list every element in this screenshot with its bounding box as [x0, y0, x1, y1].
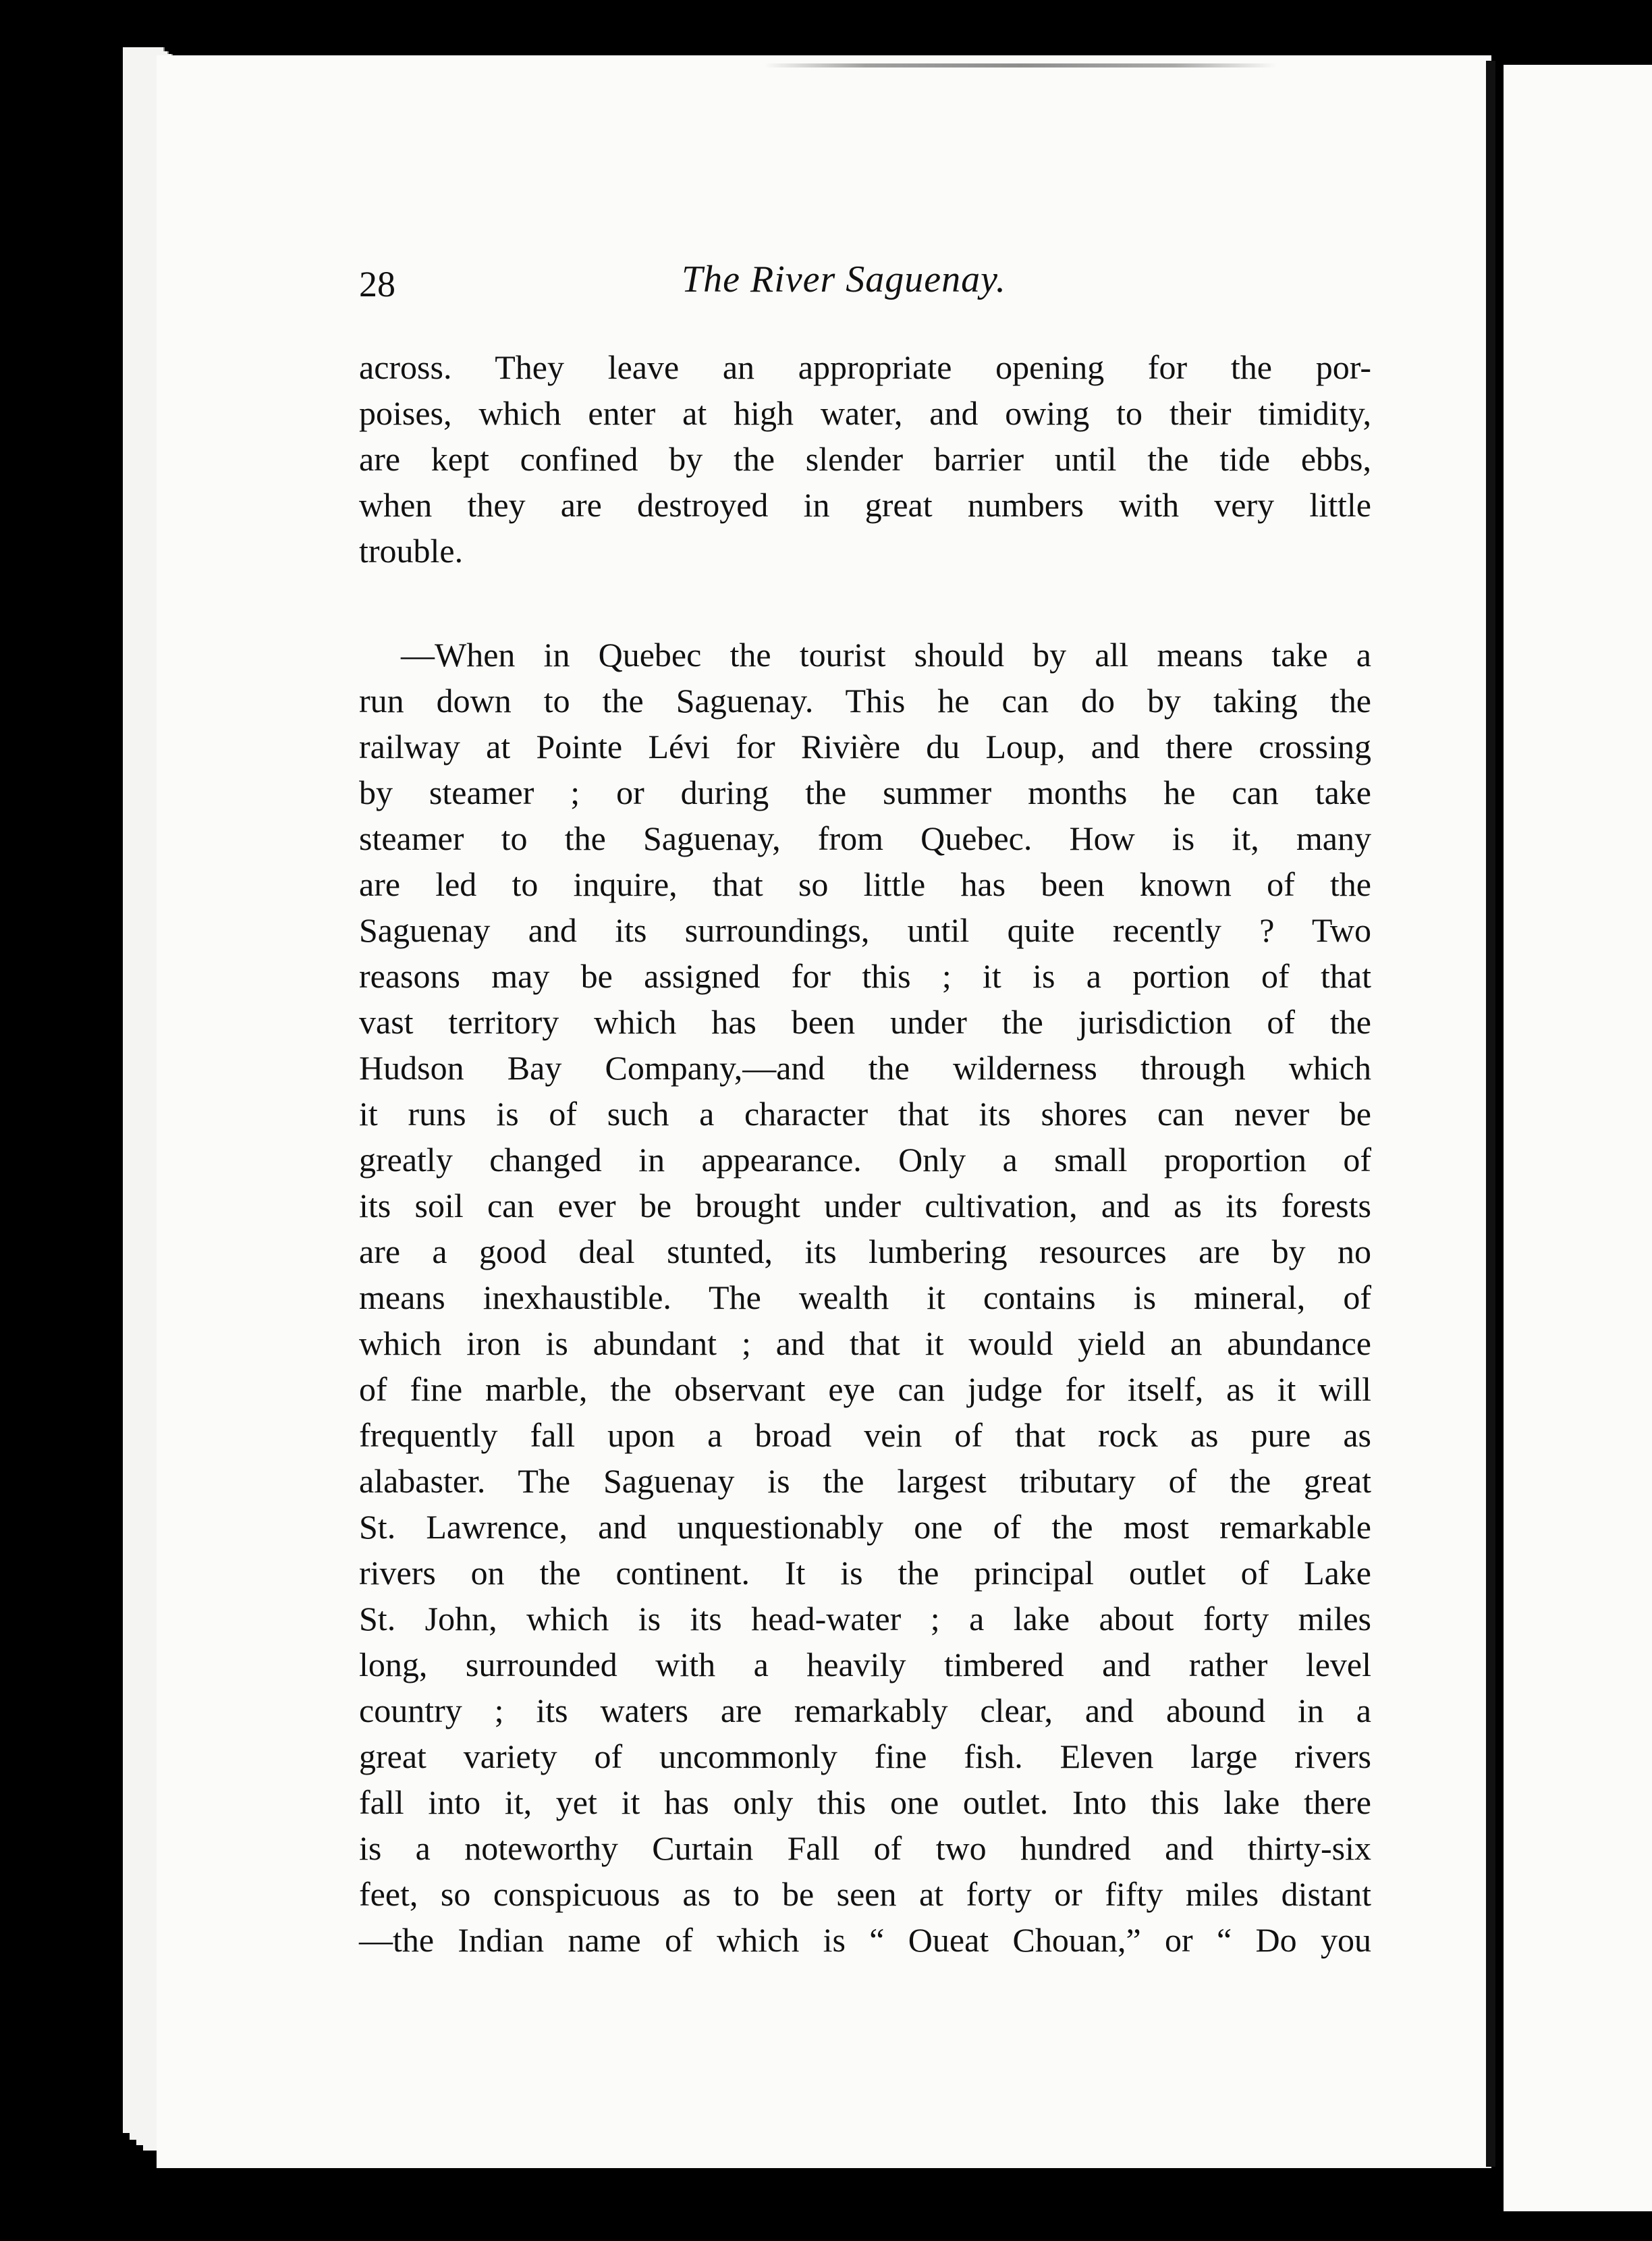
text-line: Hudson Bay Company,—and the wilderness through which — [359, 1049, 1371, 1087]
text-line: country ; its waters are remarkably clear, and abound in a — [359, 1692, 1371, 1729]
text-line: run down to the Saguenay. This he can do by taking the — [359, 682, 1371, 720]
text-line: across. They leave an appropriate opening for the por- — [359, 348, 1371, 386]
text-line: its soil can ever be brought under cultivation, and as its forests — [359, 1187, 1371, 1224]
paragraph — [359, 632, 1371, 1963]
text-line: is a noteworthy Curtain Fall of two hundred and thirty-six — [359, 1829, 1371, 1867]
text-line: vast territory which has been under the jurisdiction of the — [359, 1003, 1371, 1041]
text-line: of fine marble, the observant eye can judge for itself, as it will — [359, 1370, 1371, 1408]
facing-page-edge — [1504, 65, 1652, 2211]
text-line: St. John, which is its head-water ; a lake about forty miles — [359, 1600, 1371, 1638]
text-line: steamer to the Saguenay, from Quebec. How is it, many — [359, 819, 1371, 857]
gutter-shadow — [1486, 61, 1495, 2167]
text-line: reasons may be assigned for this ; it is a portion of that — [359, 957, 1371, 995]
text-line: greatly changed in appearance. Only a small proportion of — [359, 1141, 1371, 1179]
text-line: frequently fall upon a broad vein of that rock as pure as — [359, 1416, 1371, 1454]
paragraph — [359, 344, 1371, 574]
text-line: —the Indian name of which is “ Oueat Chouan,” or “ Do you — [359, 1921, 1371, 1959]
text-line: poises, which enter at high water, and owing to their timidity, — [359, 394, 1371, 432]
text-line: rivers on the continent. It is the principal outlet of Lake — [359, 1554, 1371, 1592]
running-title: The River Saguenay. — [682, 259, 1006, 300]
text-line: long, surrounded with a heavily timbered and rather level — [359, 1646, 1371, 1683]
text-line: are kept confined by the slender barrier until the tide ebbs, — [359, 440, 1371, 478]
text-line: feet, so conspicuous as to be seen at forty or fifty miles distant — [359, 1875, 1371, 1913]
text-line: St. Lawrence, and unquestionably one of the most remarkable — [359, 1508, 1371, 1546]
scan-smudge — [764, 63, 1277, 68]
text-line: fall into it, yet it has only this one outlet. Into this lake there — [359, 1783, 1371, 1821]
text-line: alabaster. The Saguenay is the largest tributary of the great — [359, 1462, 1371, 1500]
text-line: when they are destroyed in great numbers with very little — [359, 486, 1371, 524]
running-head — [202, 250, 1417, 310]
text-line: —When in Quebec the tourist should by all means take a — [401, 636, 1371, 674]
text-line: are led to inquire, that so little has been known of the — [359, 865, 1371, 903]
text-line: great variety of uncommonly fine fish. Eleven large rivers — [359, 1737, 1371, 1775]
text-line: railway at Pointe Lévi for Rivière du Loup, and there crossing — [359, 728, 1371, 765]
page-number: 28 — [359, 264, 395, 304]
text-line: which iron is abundant ; and that it would yield an abundance — [359, 1324, 1371, 1362]
text-line: by steamer ; or during the summer months he can take — [359, 774, 1371, 811]
text-line: trouble. — [359, 532, 464, 570]
body-text — [359, 344, 1371, 1963]
paragraph-gap — [359, 574, 1371, 632]
text-line: it runs is of such a character that its shores can never be — [359, 1095, 1371, 1133]
text-line: are a good deal stunted, its lumbering resources are by no — [359, 1233, 1371, 1270]
text-line: means inexhaustible. The wealth it contains is mineral, of — [359, 1278, 1371, 1316]
text-line: Saguenay and its surroundings, until quite recently ? Two — [359, 911, 1371, 949]
